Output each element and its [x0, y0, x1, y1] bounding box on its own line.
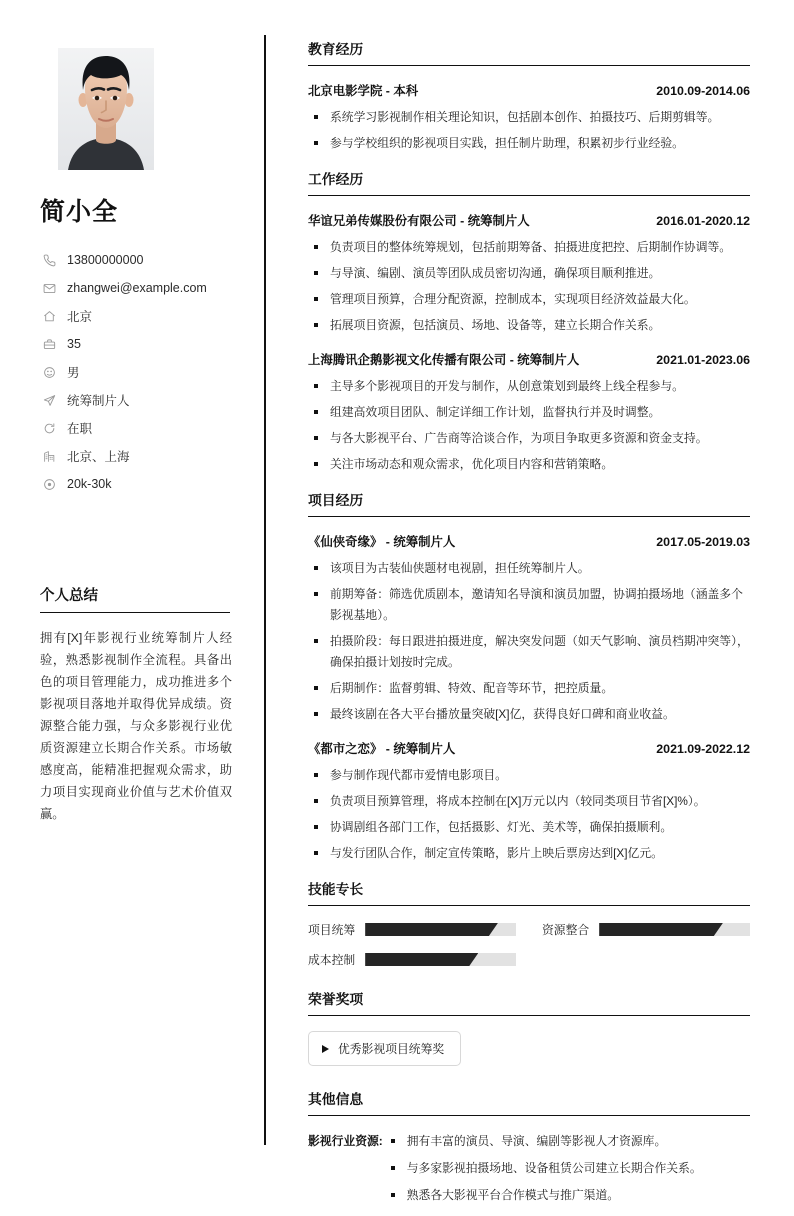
vertical-divider [264, 35, 266, 1145]
list-item: 后期制作：监督剪辑、特效、配音等环节，把控质量。 [308, 678, 750, 699]
other-info-bullet-list [387, 1131, 750, 1212]
contact-role [40, 386, 236, 414]
section-other-info-heading: 其他信息 [308, 1088, 750, 1116]
gender-icon [40, 366, 58, 379]
project-entry [308, 532, 750, 725]
list-item: 熟悉各大影视平台合作模式与推广渠道。 [387, 1185, 750, 1206]
contact-status-value: 在职 [67, 422, 93, 436]
list-item: 负责项目预算管理，将成本控制在[X]万元以内（较同类项目节省[X]%）。 [308, 791, 750, 812]
contact-locations-value: 北京、上海 [67, 450, 130, 464]
work-entry [308, 211, 750, 336]
list-item: 系统学习影视制作相关理论知识，包括剧本创作、拍摄技巧、后期剪辑等。 [308, 107, 750, 128]
contact-status [40, 414, 236, 442]
skill-label: 项目统筹 [308, 923, 356, 937]
section-projects-heading: 项目经历 [308, 489, 750, 517]
project-bullet-list [308, 558, 750, 725]
personal-summary-text: 拥有[X]年影视行业统筹制片人经验，熟悉影视制作全流程。具备出色的项目管理能力，成功推进多个影视项目落地并取得优异成绩。资源整合能力强，与众多影视行业优质资源建立长期合作关系。市场敏感度高，能精准把握观众需求，助力项目实现商业价值与艺术价值双赢。 [40, 631, 232, 821]
contact-gender [40, 358, 236, 386]
education-entry-title: 北京电影学院 - 本科 [308, 84, 419, 98]
skill-progress-track [365, 953, 516, 966]
work-bullet-list [308, 237, 750, 336]
education-bullet-list [308, 107, 750, 154]
contact-age-value: 35 [67, 337, 81, 351]
section-skills-heading: 技能专长 [308, 878, 750, 906]
personal-summary-heading: 个人总结 [40, 584, 230, 613]
education-entry-date: 2010.09-2014.06 [656, 84, 750, 98]
list-item: 负责项目的整体统筹规划，包括前期筹备、拍摄进度把控、后期制作协调等。 [308, 237, 750, 258]
list-item: 管理项目预算，合理分配资源，控制成本，实现项目经济效益最大化。 [308, 289, 750, 310]
award-label: 优秀影视项目统筹奖 [338, 1042, 445, 1056]
section-skills [308, 878, 750, 968]
section-projects [308, 489, 750, 864]
section-awards [308, 988, 750, 1066]
list-item: 与多家影视拍摄场地、设备租赁公司建立长期合作关系。 [387, 1158, 750, 1179]
work-entry-title: 华谊兄弟传媒股份有限公司 - 统筹制片人 [308, 214, 530, 228]
list-item: 拥有丰富的演员、导演、编剧等影视人才资源库。 [387, 1131, 750, 1152]
skill-label: 资源整合 [542, 923, 590, 937]
list-item: 关注市场动态和观众需求，优化项目内容和营销策略。 [308, 454, 750, 475]
personal-summary-section [40, 584, 236, 825]
contact-age [40, 330, 236, 358]
project-entry-title: 《都市之恋》 - 统筹制片人 [308, 742, 456, 756]
skill-progress-fill [365, 923, 498, 936]
skill-row [308, 921, 516, 938]
work-entry-head [308, 350, 750, 368]
sidebar [0, 0, 264, 825]
skill-row [542, 921, 750, 938]
contact-role-value: 统筹制片人 [67, 394, 130, 408]
contact-gender-value: 男 [67, 366, 80, 380]
target-icon [40, 478, 58, 491]
award-list [308, 1031, 750, 1066]
refresh-icon [40, 422, 58, 435]
list-item: 参与制作现代都市爱情电影项目。 [308, 765, 750, 786]
other-info-row [308, 1131, 750, 1212]
project-bullet-list [308, 765, 750, 864]
contact-list [40, 246, 236, 498]
list-item: 参与学校组织的影视项目实践，担任制片助理，积累初步行业经验。 [308, 133, 750, 154]
work-bullet-list [308, 376, 750, 475]
skill-progress-track [365, 923, 516, 936]
contact-phone [40, 246, 236, 274]
section-awards-heading: 荣誉奖项 [308, 988, 750, 1016]
list-item: 前期筹备：筛选优质剧本，邀请知名导演和演员加盟，协调拍摄场地（涵盖多个影视基地）。 [308, 584, 750, 626]
contact-email-value: zhangwei@example.com [67, 281, 207, 295]
contact-salary-value: 20k-30k [67, 477, 112, 491]
list-item: 拍摄阶段：每日跟进拍摄进度，解决突发问题（如天气影响、演员档期冲突等），确保拍摄计划按时完成。 [308, 631, 750, 673]
other-info-label: 影视行业资源: [308, 1134, 383, 1148]
building-icon [40, 450, 58, 463]
project-entry-head [308, 739, 750, 757]
list-item: 该项目为古装仙侠题材电视剧，担任统筹制片人。 [308, 558, 750, 579]
section-other-info [308, 1088, 750, 1212]
list-item: 协调剧组各部门工作，包括摄影、灯光、美术等，确保拍摄顺利。 [308, 817, 750, 838]
work-entry-date: 2016.01-2020.12 [656, 214, 750, 228]
work-entry [308, 350, 750, 475]
skill-row [308, 951, 516, 968]
play-triangle-icon [322, 1045, 329, 1053]
award-chip[interactable] [308, 1031, 461, 1066]
page-title: 简小全 [40, 198, 119, 226]
section-work [308, 168, 750, 475]
skill-label: 成本控制 [308, 953, 356, 967]
section-education [308, 38, 750, 154]
contact-city-value: 北京 [67, 310, 93, 324]
skills-grid [308, 921, 750, 968]
contact-email [40, 274, 236, 302]
list-item: 最终该剧在各大平台播放量突破[X]亿，获得良好口碑和商业收益。 [308, 704, 750, 725]
list-item: 组建高效项目团队、制定详细工作计划，监督执行并及时调整。 [308, 402, 750, 423]
main-content [264, 0, 794, 1216]
skill-progress-fill [365, 953, 478, 966]
briefcase-icon [40, 338, 58, 351]
education-entry [308, 81, 750, 154]
project-entry-head [308, 532, 750, 550]
contact-phone-value: 13800000000 [67, 253, 144, 267]
project-entry-date: 2017.05-2019.03 [656, 535, 750, 549]
skill-progress-fill [599, 923, 723, 936]
paper-plane-icon [40, 394, 58, 407]
section-education-heading: 教育经历 [308, 38, 750, 66]
envelope-icon [40, 282, 58, 295]
project-entry-title: 《仙侠奇缘》 - 统筹制片人 [308, 535, 456, 549]
contact-city [40, 302, 236, 330]
skill-progress-track [599, 923, 750, 936]
project-entry-date: 2021.09-2022.12 [656, 742, 750, 756]
list-item: 与发行团队合作，制定宣传策略，影片上映后票房达到[X]亿元。 [308, 843, 750, 864]
education-entry-head [308, 81, 750, 99]
contact-locations [40, 442, 236, 470]
work-entry-title: 上海腾讯企鹅影视文化传播有限公司 - 统筹制片人 [308, 353, 580, 367]
home-icon [40, 310, 58, 323]
contact-salary [40, 470, 236, 498]
work-entry-head [308, 211, 750, 229]
list-item: 主导多个影视项目的开发与制作，从创意策划到最终上线全程参与。 [308, 376, 750, 397]
project-entry [308, 739, 750, 864]
phone-icon [40, 254, 58, 267]
avatar [58, 48, 154, 170]
list-item: 拓展项目资源，包括演员、场地、设备等，建立长期合作关系。 [308, 315, 750, 336]
work-entry-date: 2021.01-2023.06 [656, 353, 750, 367]
list-item: 与导演、编剧、演员等团队成员密切沟通，确保项目顺利推进。 [308, 263, 750, 284]
list-item: 与各大影视平台、广告商等洽谈合作，为项目争取更多资源和资金支持。 [308, 428, 750, 449]
section-work-heading: 工作经历 [308, 168, 750, 196]
